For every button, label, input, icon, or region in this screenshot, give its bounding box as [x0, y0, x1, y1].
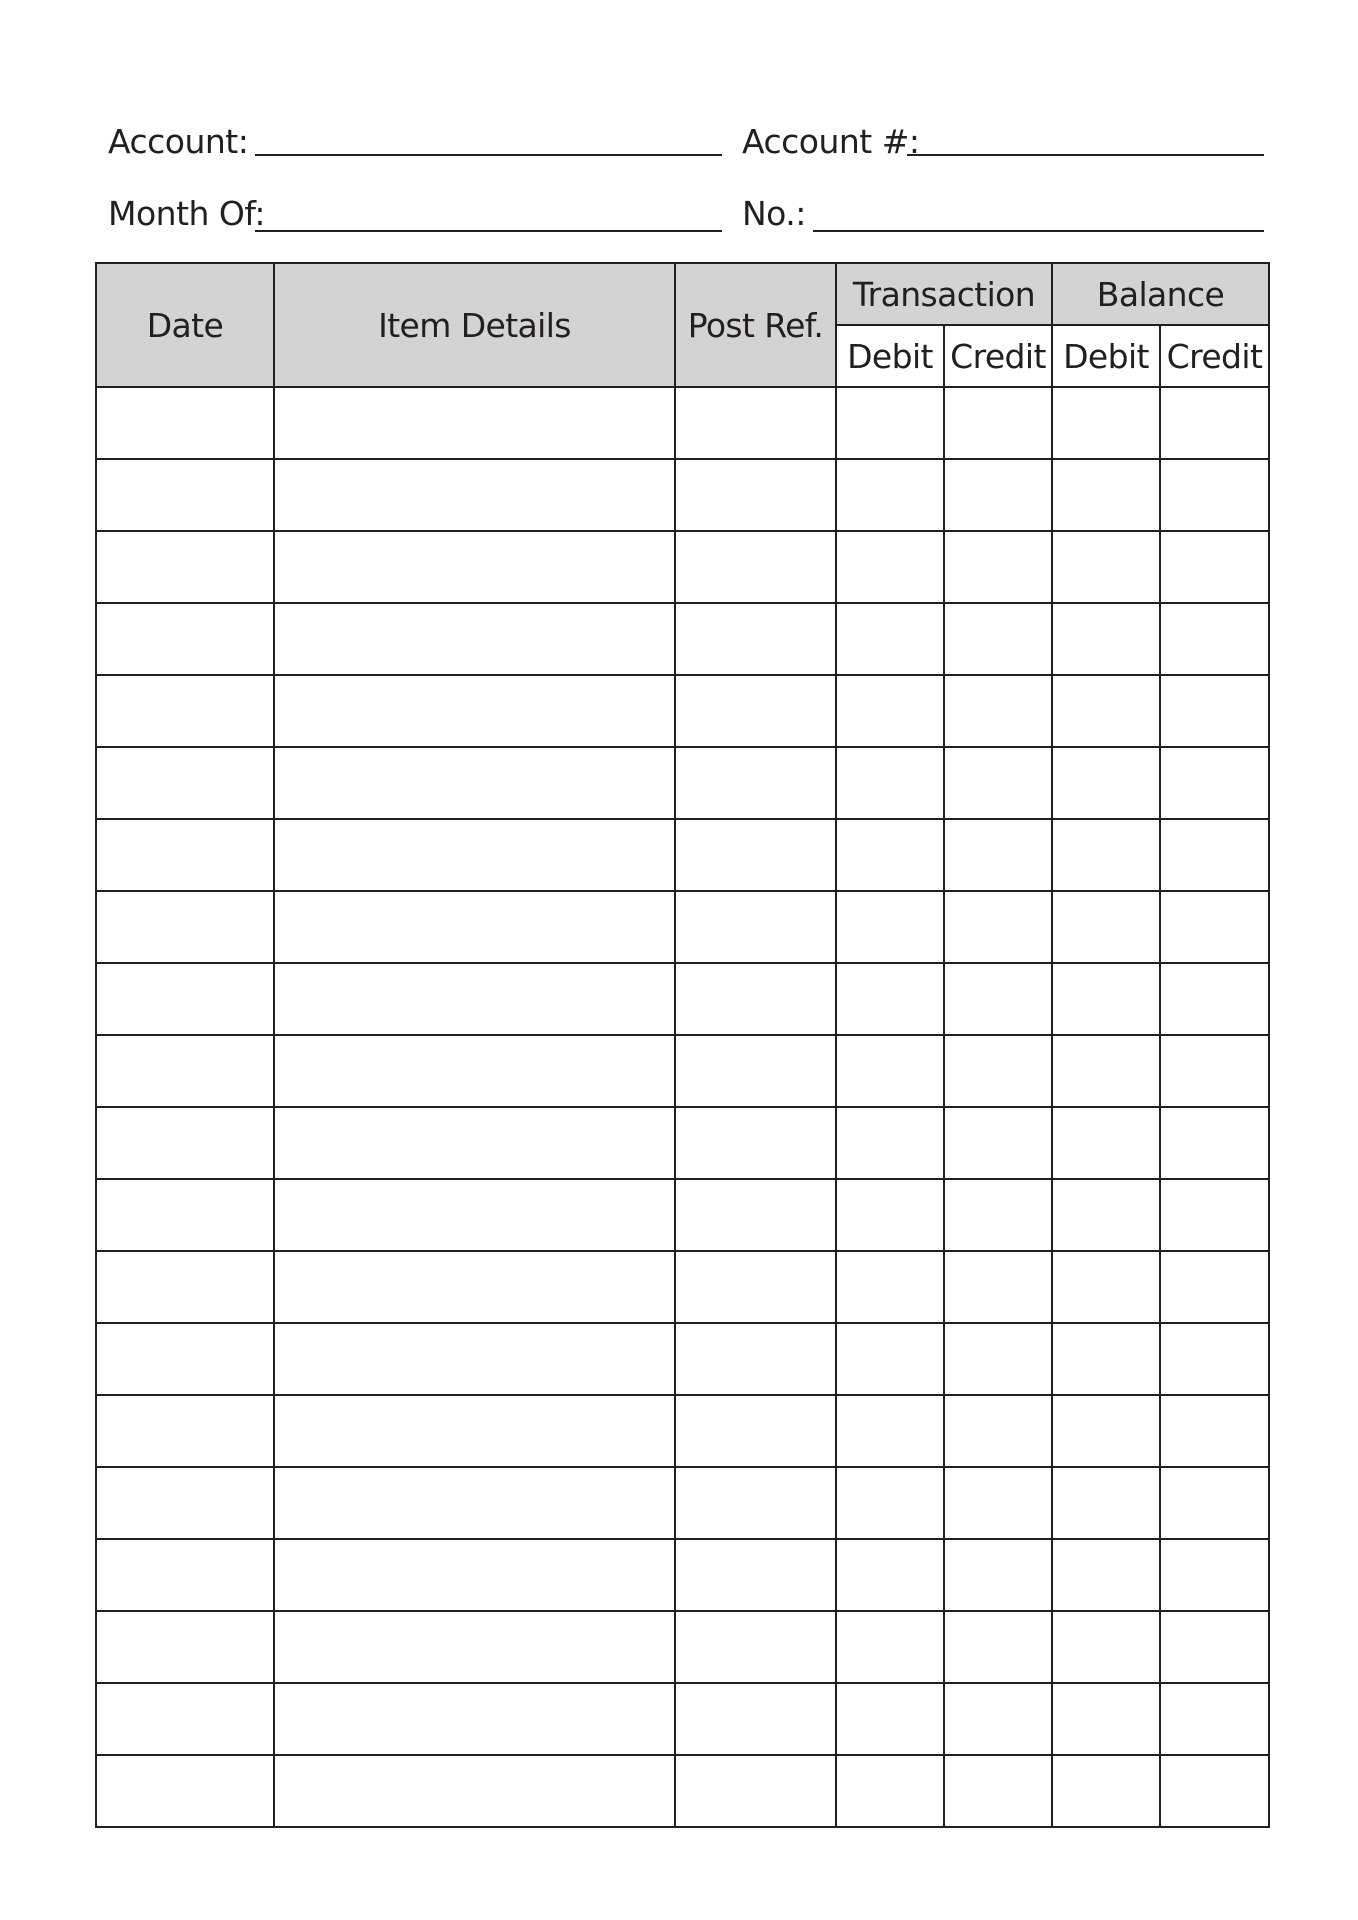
cell-transaction-credit[interactable] — [944, 1683, 1052, 1755]
cell-balance-debit[interactable] — [1052, 747, 1160, 819]
cell-post-ref[interactable] — [675, 387, 836, 459]
cell-balance-credit[interactable] — [1160, 963, 1269, 1035]
cell-transaction-debit[interactable] — [836, 747, 944, 819]
cell-item-details[interactable] — [274, 1107, 675, 1179]
cell-post-ref[interactable] — [675, 1251, 836, 1323]
cell-transaction-credit[interactable] — [944, 1539, 1052, 1611]
cell-post-ref[interactable] — [675, 963, 836, 1035]
cell-item-details[interactable] — [274, 531, 675, 603]
cell-transaction-debit[interactable] — [836, 387, 944, 459]
table-row — [96, 1755, 1269, 1827]
cell-transaction-credit[interactable] — [944, 1467, 1052, 1539]
cell-transaction-debit[interactable] — [836, 1107, 944, 1179]
cell-balance-credit[interactable] — [1160, 603, 1269, 675]
cell-transaction-debit[interactable] — [836, 1755, 944, 1827]
cell-item-details[interactable] — [274, 1755, 675, 1827]
column-header-balance-credit: Credit — [1160, 325, 1269, 387]
cell-post-ref[interactable] — [675, 459, 836, 531]
cell-balance-debit[interactable] — [1052, 1323, 1160, 1395]
cell-date[interactable] — [96, 891, 274, 963]
cell-post-ref[interactable] — [675, 531, 836, 603]
cell-balance-debit[interactable] — [1052, 531, 1160, 603]
cell-post-ref[interactable] — [675, 1755, 836, 1827]
no-input-line[interactable] — [813, 230, 1264, 232]
cell-transaction-debit[interactable] — [836, 1179, 944, 1251]
column-header-balance-debit: Debit — [1052, 325, 1160, 387]
table-row — [96, 1323, 1269, 1395]
cell-balance-debit[interactable] — [1052, 1539, 1160, 1611]
table-row — [96, 1683, 1269, 1755]
cell-transaction-debit[interactable] — [836, 891, 944, 963]
cell-balance-credit[interactable] — [1160, 1539, 1269, 1611]
cell-balance-debit[interactable] — [1052, 963, 1160, 1035]
cell-balance-credit[interactable] — [1160, 1755, 1269, 1827]
cell-transaction-debit[interactable] — [836, 1683, 944, 1755]
table-row — [96, 531, 1269, 603]
cell-date[interactable] — [96, 1395, 274, 1467]
cell-date[interactable] — [96, 1035, 274, 1107]
cell-transaction-credit[interactable] — [944, 1035, 1052, 1107]
cell-balance-credit[interactable] — [1160, 459, 1269, 531]
cell-transaction-credit[interactable] — [944, 1755, 1052, 1827]
table-row — [96, 1035, 1269, 1107]
cell-balance-credit[interactable] — [1160, 1611, 1269, 1683]
cell-transaction-credit[interactable] — [944, 1323, 1052, 1395]
table-row — [96, 1539, 1269, 1611]
cell-item-details[interactable] — [274, 1323, 675, 1395]
cell-item-details[interactable] — [274, 963, 675, 1035]
column-header-transaction-credit: Credit — [944, 325, 1052, 387]
cell-date[interactable] — [96, 675, 274, 747]
cell-balance-credit[interactable] — [1160, 1395, 1269, 1467]
cell-transaction-credit[interactable] — [944, 747, 1052, 819]
cell-transaction-credit[interactable] — [944, 819, 1052, 891]
cell-item-details[interactable] — [274, 1179, 675, 1251]
cell-transaction-credit[interactable] — [944, 603, 1052, 675]
cell-balance-debit[interactable] — [1052, 1395, 1160, 1467]
cell-item-details[interactable] — [274, 603, 675, 675]
cell-transaction-credit[interactable] — [944, 459, 1052, 531]
account-number-label: Account #: — [742, 122, 920, 161]
cell-transaction-credit[interactable] — [944, 675, 1052, 747]
column-header-date: Date — [96, 263, 274, 387]
cell-transaction-credit[interactable] — [944, 963, 1052, 1035]
cell-balance-debit[interactable] — [1052, 1179, 1160, 1251]
cell-transaction-debit[interactable] — [836, 1323, 944, 1395]
cell-item-details[interactable] — [274, 1539, 675, 1611]
cell-date[interactable] — [96, 1755, 274, 1827]
cell-date[interactable] — [96, 1611, 274, 1683]
cell-item-details[interactable] — [274, 1035, 675, 1107]
table-row — [96, 1611, 1269, 1683]
cell-balance-debit[interactable] — [1052, 819, 1160, 891]
cell-date[interactable] — [96, 963, 274, 1035]
column-group-transaction: Transaction — [836, 263, 1052, 325]
ledger-table — [95, 262, 1270, 1828]
table-row — [96, 819, 1269, 891]
table-row — [96, 1395, 1269, 1467]
cell-date[interactable] — [96, 1179, 274, 1251]
cell-transaction-credit[interactable] — [944, 891, 1052, 963]
table-row — [96, 1251, 1269, 1323]
column-header-transaction-debit: Debit — [836, 325, 944, 387]
month-of-input-line[interactable] — [255, 230, 722, 232]
cell-item-details[interactable] — [274, 387, 675, 459]
cell-balance-debit[interactable] — [1052, 387, 1160, 459]
account-label: Account: — [108, 122, 249, 161]
cell-date[interactable] — [96, 531, 274, 603]
cell-date[interactable] — [96, 603, 274, 675]
cell-balance-credit[interactable] — [1160, 1251, 1269, 1323]
cell-date[interactable] — [96, 819, 274, 891]
cell-item-details[interactable] — [274, 1611, 675, 1683]
cell-post-ref[interactable] — [675, 1539, 836, 1611]
cell-balance-credit[interactable] — [1160, 891, 1269, 963]
cell-transaction-credit[interactable] — [944, 1107, 1052, 1179]
no-label: No.: — [742, 194, 806, 233]
cell-balance-debit[interactable] — [1052, 1467, 1160, 1539]
cell-date[interactable] — [96, 1539, 274, 1611]
month-of-label: Month Of: — [108, 194, 265, 233]
cell-balance-debit[interactable] — [1052, 459, 1160, 531]
cell-item-details[interactable] — [274, 459, 675, 531]
table-row — [96, 1467, 1269, 1539]
cell-post-ref[interactable] — [675, 1179, 836, 1251]
cell-balance-debit[interactable] — [1052, 1107, 1160, 1179]
cell-transaction-debit[interactable] — [836, 819, 944, 891]
table-header-row — [96, 263, 1269, 325]
cell-balance-credit[interactable] — [1160, 747, 1269, 819]
cell-balance-credit[interactable] — [1160, 675, 1269, 747]
ledger-body — [96, 387, 1269, 1827]
column-header-item-details: Item Details — [274, 263, 675, 387]
cell-transaction-debit[interactable] — [836, 531, 944, 603]
cell-balance-credit[interactable] — [1160, 1467, 1269, 1539]
cell-balance-debit[interactable] — [1052, 1683, 1160, 1755]
table-row — [96, 963, 1269, 1035]
cell-transaction-credit[interactable] — [944, 1251, 1052, 1323]
account-input-line[interactable] — [255, 154, 722, 156]
cell-balance-debit[interactable] — [1052, 891, 1160, 963]
cell-balance-debit[interactable] — [1052, 603, 1160, 675]
cell-item-details[interactable] — [274, 675, 675, 747]
cell-post-ref[interactable] — [675, 603, 836, 675]
account-number-input-line[interactable] — [907, 154, 1264, 156]
cell-post-ref[interactable] — [675, 1467, 836, 1539]
cell-transaction-credit[interactable] — [944, 387, 1052, 459]
cell-balance-debit[interactable] — [1052, 675, 1160, 747]
table-row — [96, 1179, 1269, 1251]
cell-post-ref[interactable] — [675, 1323, 836, 1395]
table-row — [96, 891, 1269, 963]
cell-date[interactable] — [96, 1683, 274, 1755]
cell-balance-credit[interactable] — [1160, 1035, 1269, 1107]
table-row — [96, 1107, 1269, 1179]
cell-item-details[interactable] — [274, 1467, 675, 1539]
cell-post-ref[interactable] — [675, 1395, 836, 1467]
cell-post-ref[interactable] — [675, 747, 836, 819]
table-row — [96, 459, 1269, 531]
cell-post-ref[interactable] — [675, 891, 836, 963]
cell-transaction-debit[interactable] — [836, 1539, 944, 1611]
column-group-balance: Balance — [1052, 263, 1269, 325]
cell-transaction-credit[interactable] — [944, 1611, 1052, 1683]
cell-post-ref[interactable] — [675, 819, 836, 891]
cell-item-details[interactable] — [274, 819, 675, 891]
table-row — [96, 387, 1269, 459]
cell-balance-credit[interactable] — [1160, 531, 1269, 603]
cell-balance-credit[interactable] — [1160, 1683, 1269, 1755]
cell-post-ref[interactable] — [675, 675, 836, 747]
cell-transaction-debit[interactable] — [836, 459, 944, 531]
cell-post-ref[interactable] — [675, 1107, 836, 1179]
cell-balance-credit[interactable] — [1160, 387, 1269, 459]
cell-balance-debit[interactable] — [1052, 1755, 1160, 1827]
table-row — [96, 747, 1269, 819]
cell-balance-debit[interactable] — [1052, 1035, 1160, 1107]
cell-post-ref[interactable] — [675, 1611, 836, 1683]
cell-transaction-debit[interactable] — [836, 603, 944, 675]
cell-date[interactable] — [96, 1251, 274, 1323]
cell-transaction-debit[interactable] — [836, 1611, 944, 1683]
cell-date[interactable] — [96, 1323, 274, 1395]
cell-transaction-debit[interactable] — [836, 1035, 944, 1107]
cell-date[interactable] — [96, 1107, 274, 1179]
cell-transaction-debit[interactable] — [836, 1467, 944, 1539]
cell-balance-credit[interactable] — [1160, 1179, 1269, 1251]
cell-item-details[interactable] — [274, 891, 675, 963]
cell-balance-debit[interactable] — [1052, 1251, 1160, 1323]
cell-balance-credit[interactable] — [1160, 819, 1269, 891]
cell-transaction-debit[interactable] — [836, 963, 944, 1035]
cell-balance-debit[interactable] — [1052, 1611, 1160, 1683]
cell-date[interactable] — [96, 459, 274, 531]
cell-item-details[interactable] — [274, 1251, 675, 1323]
cell-item-details[interactable] — [274, 747, 675, 819]
cell-item-details[interactable] — [274, 1683, 675, 1755]
cell-transaction-credit[interactable] — [944, 1179, 1052, 1251]
cell-transaction-debit[interactable] — [836, 1395, 944, 1467]
cell-transaction-credit[interactable] — [944, 1395, 1052, 1467]
cell-transaction-debit[interactable] — [836, 1251, 944, 1323]
cell-post-ref[interactable] — [675, 1035, 836, 1107]
cell-balance-credit[interactable] — [1160, 1323, 1269, 1395]
cell-item-details[interactable] — [274, 1395, 675, 1467]
table-row — [96, 675, 1269, 747]
column-header-post-ref: Post Ref. — [675, 263, 836, 387]
cell-post-ref[interactable] — [675, 1683, 836, 1755]
cell-transaction-debit[interactable] — [836, 675, 944, 747]
cell-date[interactable] — [96, 747, 274, 819]
table-row — [96, 603, 1269, 675]
cell-date[interactable] — [96, 1467, 274, 1539]
cell-date[interactable] — [96, 387, 274, 459]
cell-balance-credit[interactable] — [1160, 1107, 1269, 1179]
cell-transaction-credit[interactable] — [944, 531, 1052, 603]
